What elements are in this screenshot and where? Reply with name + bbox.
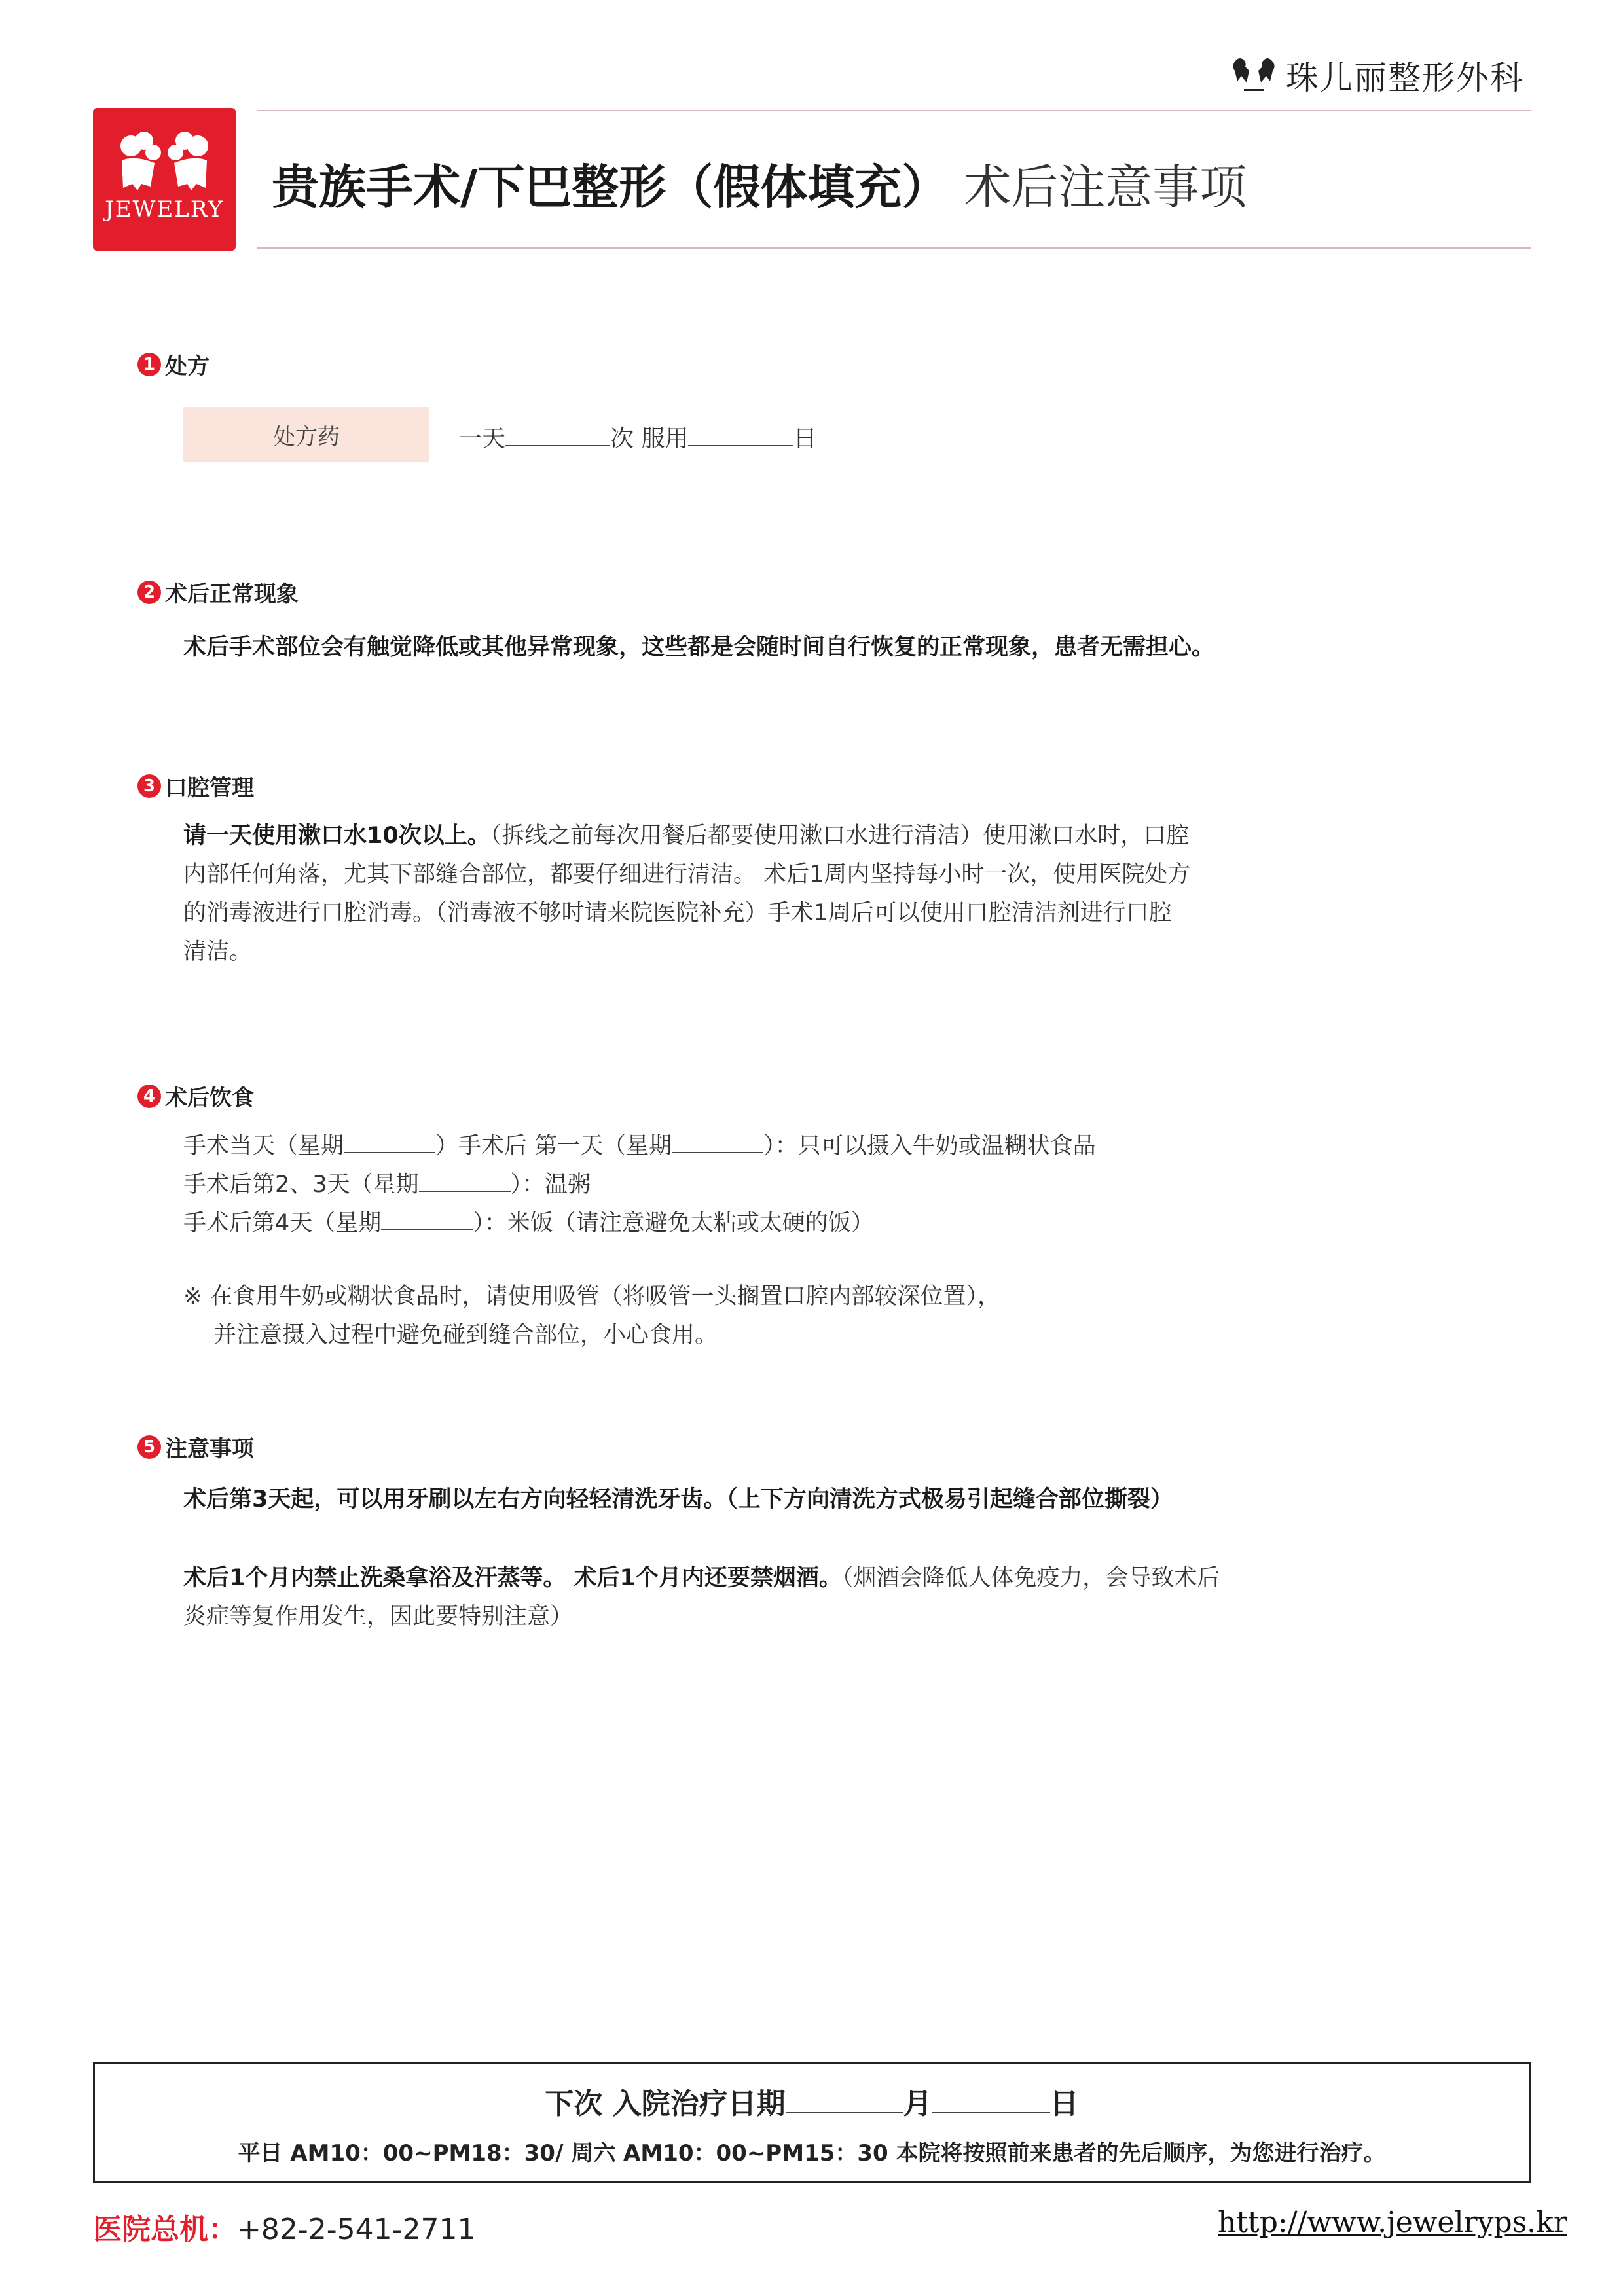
section-title: 注意事项 <box>165 1436 254 1462</box>
section-number: 4 <box>137 1085 161 1108</box>
dosage-text-b: 次 服用 <box>610 425 689 452</box>
month-label: 月 <box>903 2087 932 2121</box>
oral-care-paragraph <box>183 817 1190 971</box>
precaution-1: 术后第3天起，可以用牙刷以左右方向轻轻清洗牙齿。（上下方向清洗方式极易引起缝合部位撕裂） <box>183 1486 1173 1513</box>
precaution-2 <box>183 1559 1220 1636</box>
day-two-three-weekday-blank[interactable] <box>419 1167 511 1192</box>
section-number: 3 <box>137 774 161 798</box>
dosage-text-c: 日 <box>793 425 817 452</box>
brand-header <box>1231 52 1524 98</box>
visit-day-blank[interactable] <box>932 2089 1050 2113</box>
diet-note-line-2: 并注意摄入过程中避免碰到缝合部位，小心食用。 <box>213 1322 718 1348</box>
phone-number[interactable]: +82-2-541-2711 <box>237 2213 476 2246</box>
oral-care-line-4: 清洁。 <box>183 939 253 965</box>
section-3-heading <box>137 770 254 802</box>
oral-care-line-1: （拆线之前每次用餐后都要使用漱口水进行清洁）使用漱口水时，口腔 <box>490 823 1190 849</box>
diet-line-1-a: 手术当天（星期 <box>183 1133 344 1159</box>
diet-line-2-a: 手术后第2、3天（星期 <box>183 1172 419 1198</box>
title-light: 术后注意事项 <box>964 160 1247 215</box>
surgery-day-weekday-blank[interactable] <box>344 1128 435 1153</box>
title-bold: 贵族手术/下巴整形（假体填充） <box>272 160 949 215</box>
header-rule-bottom <box>257 247 1531 249</box>
office-hours: 平日 AM10：00~PM18：30/ 周六 AM10：00~PM15：30 本院将按照前来患者的先后顺序，为您进行治疗。 <box>238 2140 1386 2166</box>
day-label: 日 <box>1049 2087 1079 2121</box>
poodle-logo-icon <box>93 108 236 251</box>
section-title: 术后正常现象 <box>165 581 299 607</box>
phone-label: 医院总机： <box>93 2213 237 2246</box>
section-2-heading <box>137 576 299 608</box>
precaution-2-bold: 术后1个月内禁止洗桑拿浴及汗蒸等。 术后1个月内还要禁烟酒。 <box>183 1565 842 1591</box>
document-title <box>272 149 1247 217</box>
logo-text: JEWELRY <box>105 196 224 223</box>
brand-name: 珠儿丽整形外科 <box>1286 59 1524 97</box>
section-number: 5 <box>137 1435 161 1459</box>
visit-month-blank[interactable] <box>786 2089 903 2113</box>
section-title: 术后饮食 <box>165 1085 254 1111</box>
header-rule-top <box>257 110 1531 111</box>
oral-care-line-3: 的消毒液进行口腔消毒。（消毒液不够时请来院医院补充）手术1周后可以使用口腔清洁剂进行口腔 <box>183 900 1172 926</box>
times-per-day-blank[interactable] <box>505 422 610 446</box>
next-visit-line <box>93 2080 1531 2122</box>
section-title: 处方 <box>165 353 210 380</box>
day-four-weekday-blank[interactable] <box>381 1206 473 1230</box>
dosage-text-a: 一天 <box>458 425 506 452</box>
prescription-label: 处方药 <box>183 407 429 462</box>
next-visit-label: 下次 入院治疗日期 <box>545 2087 786 2121</box>
precaution-2-rest: （烟酒会降低人体免疫力，会导致术后 <box>841 1565 1220 1591</box>
section-number: 1 <box>137 353 161 376</box>
section-number: 2 <box>137 581 161 604</box>
diet-note <box>183 1278 1000 1355</box>
oral-care-bold: 请一天使用漱口水10次以上。 <box>183 823 490 849</box>
jewelry-mini-logo-icon <box>1231 54 1277 97</box>
normal-symptoms-text: 术后手术部位会有触觉降低或其他异常现象，这些都是会随时间自行恢复的正常现象，患者无需担心。 <box>183 634 1215 660</box>
day-one-weekday-blank[interactable] <box>672 1128 763 1153</box>
precaution-2-line-2: 炎症等复作用发生，因此要特别注意） <box>183 1604 574 1630</box>
diet-line-1-c: ）：只可以摄入牛奶或温糊状食品 <box>763 1133 1096 1159</box>
diet-line-3-b: ）：米饭（请注意避免太粘或太硬的饭） <box>473 1210 874 1236</box>
section-4-heading <box>137 1080 254 1112</box>
diet-line-3-a: 手术后第4天（星期 <box>183 1210 382 1236</box>
section-title: 口腔管理 <box>165 775 254 801</box>
section-1-heading <box>137 348 210 380</box>
diet-line-1-b: ）手术后 第一天（星期 <box>435 1133 672 1159</box>
prescription-dosage <box>458 420 816 454</box>
section-5-heading <box>137 1431 254 1463</box>
jewelry-logo <box>93 108 236 251</box>
website-link[interactable]: http://www.jewelryps.kr <box>1218 2206 1567 2239</box>
diet-line-3 <box>183 1204 1096 1243</box>
diet-line-2 <box>183 1166 1096 1204</box>
diet-note-line-1: ※ 在食用牛奶或糊状食品时，请使用吸管（将吸管一头搁置口腔内部较深位置）， <box>183 1283 1000 1310</box>
oral-care-line-2: 内部任何角落，尤其下部缝合部位，都要仔细进行清洁。 术后1周内坚持每小时一次，使用医院处方 <box>183 861 1191 888</box>
days-blank[interactable] <box>688 422 793 446</box>
diet-line-2-b: ）：温粥 <box>510 1172 591 1198</box>
diet-schedule <box>183 1127 1096 1243</box>
hospital-phone <box>93 2206 475 2248</box>
diet-line-1 <box>183 1127 1096 1166</box>
